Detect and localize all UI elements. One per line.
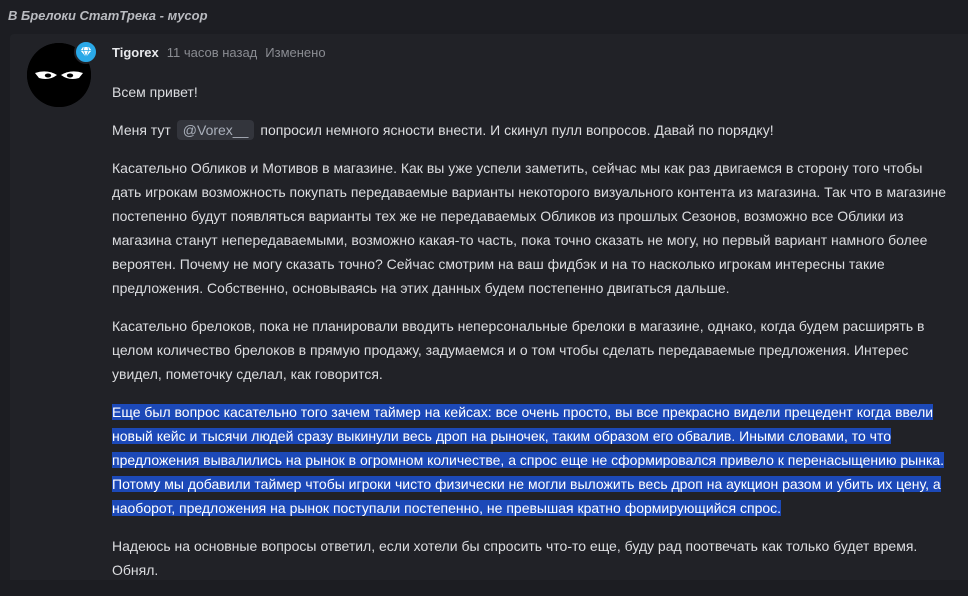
intro-paragraph — [112, 118, 952, 142]
post-body — [112, 80, 952, 596]
staff-badge — [74, 40, 98, 64]
keychains-paragraph: Касательно брелоков, пока не планировали вводить неперсональные брелоки в магазине, однако, когда будем расширять в целом количество брелоков в прямую продажу, задумаемся и о том чтобы сделать передаваемые предложения. Интерес увидел, пометочку сделал, как говорится. — [112, 318, 925, 382]
thread-title[interactable]: В Брелоки СтатТрека - мусор — [8, 8, 208, 23]
edited-label[interactable]: Изменено — [265, 45, 326, 60]
thread-header — [0, 0, 968, 30]
post-time[interactable]: 11 часов назад — [166, 45, 258, 60]
intro-text-before: Меня тут — [112, 122, 171, 138]
selected-text: Еще был вопрос касательно того зачем таймер на кейсах: все очень просто, вы все прекрасно видели прецедент когда ввели новый кейс и тысячи людей сразу выкинули весь дроп на рыночек, таким образом его обвалив. Иными словами, то что предложения вывалились на рынок в огромном количестве, а спрос еще не сформировался привело к перенасыщению рынка. Потому мы добавили таймер чтобы игроки чисто физически не могли выложить весь дроп на аукцион разом и убить их цену, а наоборот, предложения на рынок поступали постепенно, не превышая кратно формирующийся спрос. — [112, 404, 945, 516]
intro-text-after: попросил немного ясности внести. И скинул пулл вопросов. Давай по порядку! — [260, 122, 774, 138]
diamond-icon — [80, 46, 92, 58]
skins-paragraph: Касательно Обликов и Мотивов в магазине. Как вы уже успели заметить, сейчас мы как раз двигаемся в сторону того чтобы дать игрокам возможность покупать передаваемые варианты некоторого визуального контента из магазина. Так что в магазине постепенно будут появляться варианты тех же не передаваемых Обликов из прошлых Сезонов, возможно все Облики из магазина станут непередаваемыми, возможно какая-то часть, пока точно сказать не могу, но первый вариант намного более вероятен. Почему не могу сказать точно? Сейчас смотрим на ваш фидбэк и на то насколько игрокам интересны такие предложения. Собственно, основываясь на этих данных будем постепенно двигаться дальше. — [112, 160, 947, 296]
author-name[interactable]: Tigorex — [112, 45, 159, 60]
post-header — [112, 45, 326, 60]
greeting-paragraph: Всем привет! — [112, 84, 198, 100]
closing-paragraph: Надеюсь на основные вопросы ответил, если хотели бы спросить что-то еще, буду рад поотвечать как только будет время. Обнял. — [112, 538, 918, 578]
user-mention[interactable]: @Vorex__ — [177, 120, 255, 140]
timer-paragraph — [112, 400, 952, 520]
